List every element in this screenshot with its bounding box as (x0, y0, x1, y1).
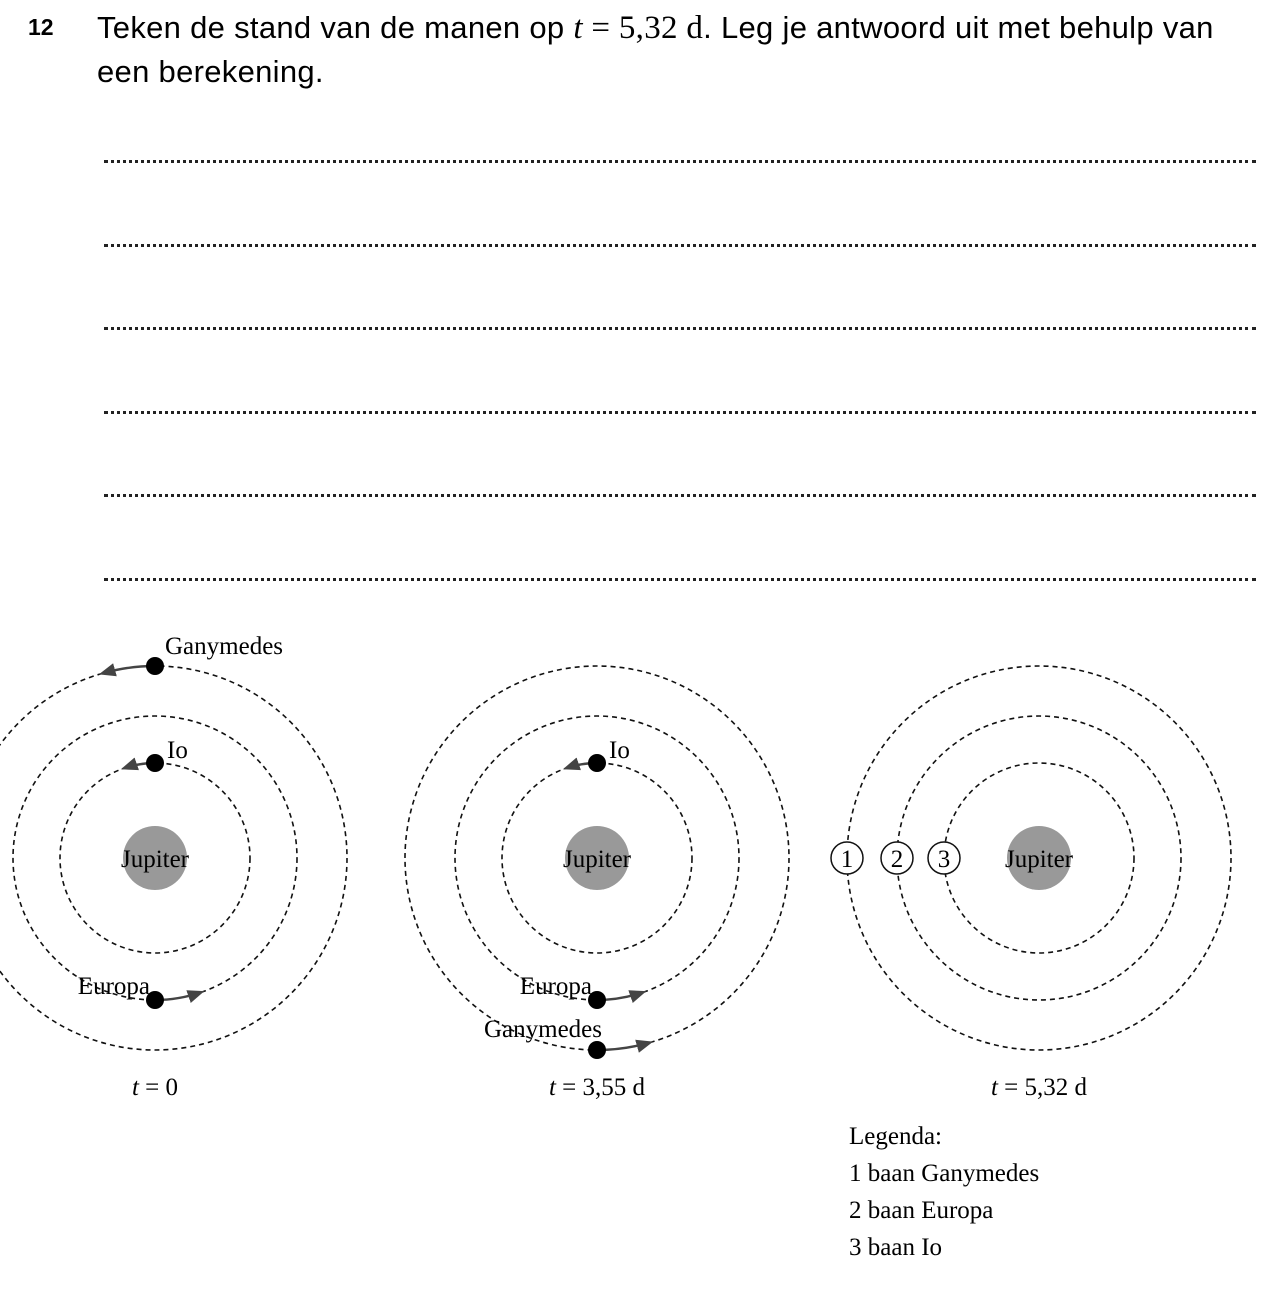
moon-dot (146, 754, 164, 772)
math-variable: t (573, 10, 583, 46)
moon-label: Io (167, 737, 188, 764)
question-text-after: . Leg je antwoord uit met behulp van een berekening. (97, 10, 1214, 89)
legend-item: 2 baan Europa (849, 1197, 994, 1224)
orbit-marker (881, 842, 913, 874)
legend-item: 3 baan Io (849, 1234, 943, 1261)
orbit-marker (928, 842, 960, 874)
math-rest: = 5,32 d (582, 10, 704, 46)
panel-1 (0, 633, 347, 1101)
panel-2 (405, 666, 789, 1101)
moon-label: Ganymedes (165, 633, 284, 660)
svg-text:1: 1 (840, 846, 854, 873)
jupiter-label: Jupiter (120, 846, 190, 873)
svg-text:2: 2 (890, 846, 904, 873)
time-label: t = 3,55 d (548, 1074, 646, 1101)
moon-dot (588, 754, 606, 772)
question-text-before: Teken de stand van de manen op (97, 10, 574, 45)
moon-label: Europa (519, 973, 592, 1000)
jupiter-label: Jupiter (1004, 846, 1074, 873)
legend (849, 1123, 1039, 1261)
time-label: t = 5,32 d (990, 1074, 1088, 1101)
legend-item: 1 baan Ganymedes (849, 1160, 1040, 1187)
moon-label: Europa (77, 973, 150, 1000)
time-label: t = 0 (131, 1074, 179, 1101)
question-number: 12 (28, 14, 54, 40)
moon-dot (146, 657, 164, 675)
panel-3 (831, 666, 1231, 1101)
moon-label: Io (609, 737, 630, 764)
jupiter-label: Jupiter (562, 846, 632, 873)
orbit-marker (831, 842, 863, 874)
legend-title: Legenda: (849, 1123, 943, 1150)
moon-dot (588, 1041, 606, 1059)
svg-text:3: 3 (937, 846, 951, 873)
moon-label: Ganymedes (483, 1016, 602, 1043)
